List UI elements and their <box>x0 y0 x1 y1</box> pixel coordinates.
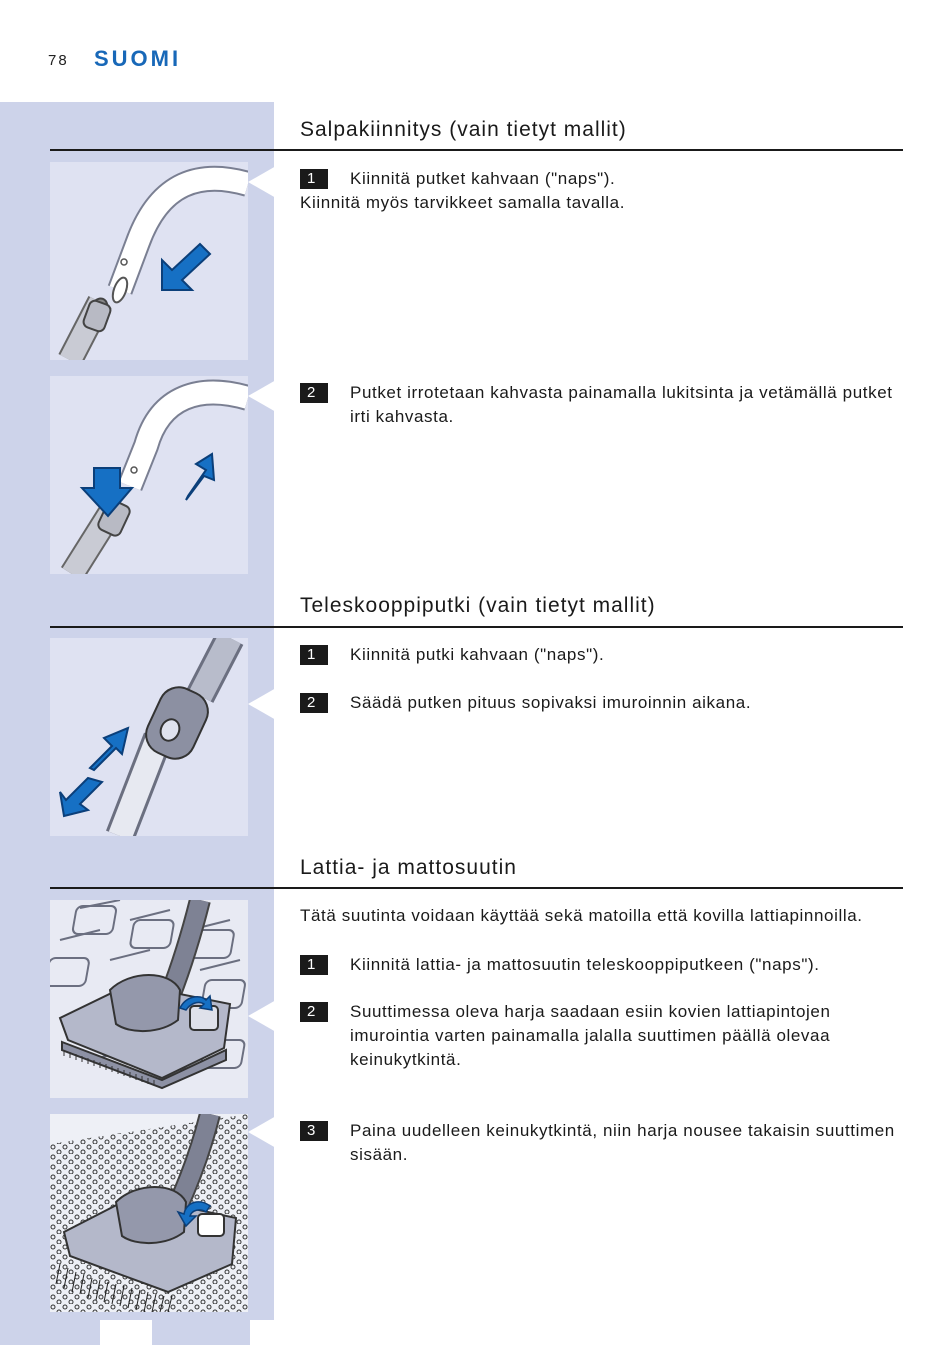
page-number: 78 <box>48 52 69 69</box>
section-rule <box>50 149 903 151</box>
section-title-telescopic: Teleskooppiputki (vain tietyt mallit) <box>300 594 656 617</box>
section-title-nozzle: Lattia- ja mattosuutin <box>300 856 517 879</box>
step-text: Kiinnitä putki kahvaan ("naps"). <box>350 645 605 664</box>
step-number: 3 <box>300 1121 328 1141</box>
step-text: Kiinnitä putket kahvaan ("naps"). <box>350 169 616 188</box>
section-rule <box>50 626 903 628</box>
step-text: Putket irrotetaan kahvasta painamalla lukitsinta ja vetämällä putket irti kahvasta. <box>350 383 893 426</box>
step-number: 2 <box>300 693 328 713</box>
step-text: Suuttimessa oleva harja saadaan esiin kovien lattiapintojen imurointia varten painamalla jalalla suuttimen päällä olevaa keinukytkintä. <box>350 1002 831 1069</box>
tube-release-illustration <box>50 376 248 574</box>
tube-connect-illustration <box>50 162 248 360</box>
step-text: Säädä putken pituus sopivaksi imuroinnin aikana. <box>350 693 752 712</box>
step-note: Kiinnitä myös tarvikkeet samalla tavalla. <box>300 193 626 212</box>
panel-notch <box>248 1116 276 1148</box>
section-title-latch: Salpakiinnitys (vain tietyt mallit) <box>300 118 627 141</box>
step-number: 1 <box>300 169 328 189</box>
carpet-nozzle-illustration <box>50 1114 248 1312</box>
step-number: 2 <box>300 1002 328 1022</box>
section-intro: Tätä suutinta voidaan käyttää sekä matoilla että kovilla lattiapinnoilla. <box>300 906 863 925</box>
step-text: Paina uudelleen keinukytkintä, niin harja nousee takaisin suuttimen sisään. <box>350 1121 895 1164</box>
hard-floor-nozzle-illustration <box>50 900 248 1098</box>
step-text: Kiinnitä lattia- ja mattosuutin teleskooppiputkeen ("naps"). <box>350 955 820 974</box>
panel-notch <box>248 1000 276 1032</box>
language-heading: SUOMI <box>94 46 182 71</box>
side-panel-gap <box>100 1320 152 1345</box>
step-number: 1 <box>300 645 328 665</box>
section-rule <box>50 887 903 889</box>
telescopic-tube-illustration <box>50 638 248 836</box>
side-panel-gap <box>250 1320 274 1345</box>
panel-notch <box>248 688 276 720</box>
step-number: 2 <box>300 383 328 403</box>
panel-notch <box>248 380 276 412</box>
step-number: 1 <box>300 955 328 975</box>
panel-notch <box>248 166 276 198</box>
